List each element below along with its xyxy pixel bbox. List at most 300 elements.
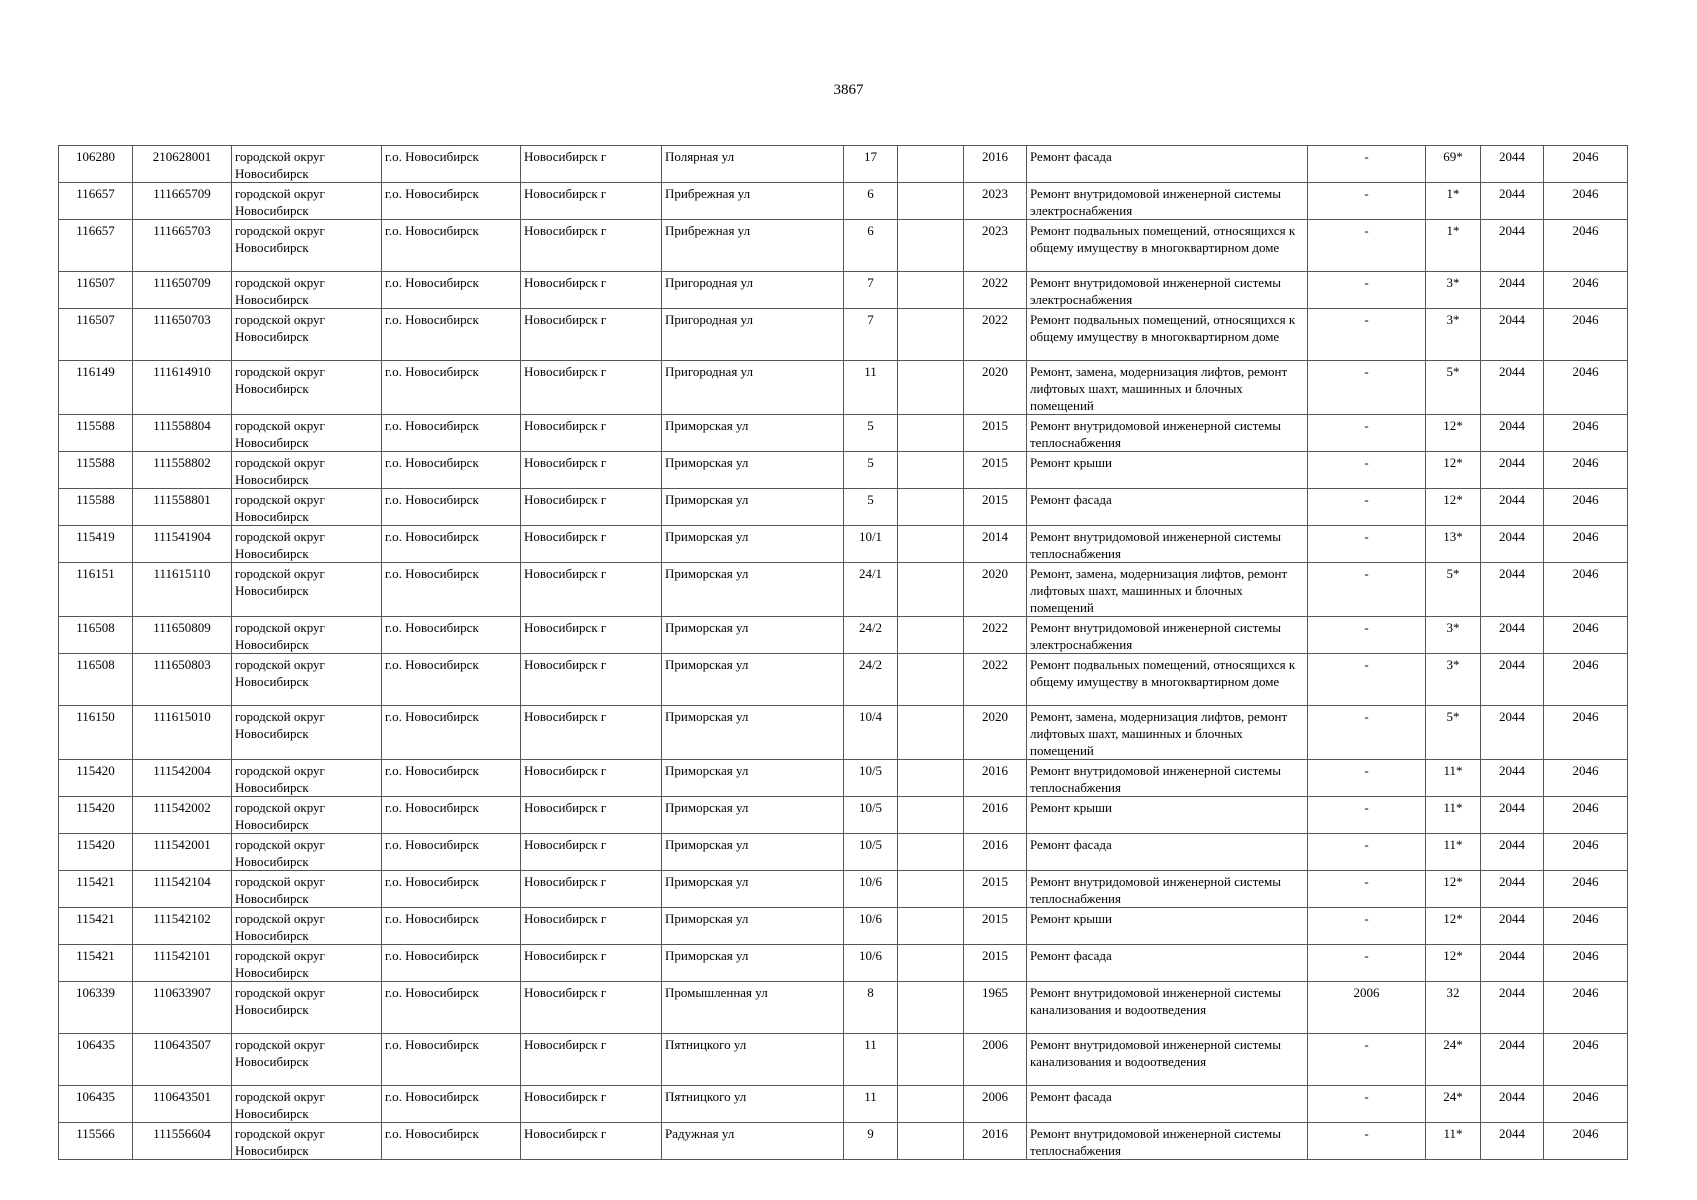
cell-building — [898, 146, 964, 183]
cell-house-number: 10/5 — [844, 797, 898, 834]
cell-street: Приморская ул — [662, 489, 844, 526]
cell-house-id: 116507 — [59, 309, 133, 361]
cell-plan-end-year: 2046 — [1544, 183, 1628, 220]
cell-municipality: городской округ Новосибирск — [232, 797, 382, 834]
cell-locality: Новосибирск г — [521, 272, 662, 309]
cell-house-id: 115419 — [59, 526, 133, 563]
cell-build-year: 2015 — [964, 452, 1027, 489]
cell-municipality: городской округ Новосибирск — [232, 272, 382, 309]
cell-district: г.о. Новосибирск — [382, 982, 521, 1034]
cell-record-id: 111542102 — [133, 908, 232, 945]
cell-wear: 3* — [1426, 272, 1481, 309]
cell-municipality: городской округ Новосибирск — [232, 1034, 382, 1086]
cell-locality: Новосибирск г — [521, 871, 662, 908]
cell-locality: Новосибирск г — [521, 617, 662, 654]
cell-district: г.о. Новосибирск — [382, 272, 521, 309]
cell-district: г.о. Новосибирск — [382, 617, 521, 654]
cell-house-number: 24/2 — [844, 617, 898, 654]
cell-build-year: 2006 — [964, 1034, 1027, 1086]
cell-work-type: Ремонт внутридомовой инженерной системы электроснабжения — [1027, 272, 1308, 309]
cell-work-type: Ремонт фасада — [1027, 945, 1308, 982]
cell-street: Приморская ул — [662, 871, 844, 908]
cell-work-type: Ремонт внутридомовой инженерной системы теплоснабжения — [1027, 760, 1308, 797]
cell-locality: Новосибирск г — [521, 1123, 662, 1160]
table-row — [59, 452, 1628, 489]
cell-plan-end-year: 2046 — [1544, 309, 1628, 361]
cell-district: г.о. Новосибирск — [382, 654, 521, 706]
cell-municipality: городской округ Новосибирск — [232, 706, 382, 760]
cell-house-id: 106280 — [59, 146, 133, 183]
cell-record-id: 111650809 — [133, 617, 232, 654]
cell-wear: 5* — [1426, 563, 1481, 617]
cell-house-number: 10/5 — [844, 834, 898, 871]
cell-plan-end-year: 2046 — [1544, 146, 1628, 183]
cell-wear: 12* — [1426, 945, 1481, 982]
cell-street: Приморская ул — [662, 908, 844, 945]
cell-work-type: Ремонт подвальных помещений, относящихся к общему имуществу в многоквартирном доме — [1027, 309, 1308, 361]
cell-district: г.о. Новосибирск — [382, 706, 521, 760]
table-row — [59, 617, 1628, 654]
cell-work-type: Ремонт, замена, модернизация лифтов, ремонт лифтовых шахт, машинных и блочных помещений — [1027, 706, 1308, 760]
cell-record-id: 111556604 — [133, 1123, 232, 1160]
cell-build-year: 2016 — [964, 834, 1027, 871]
cell-record-id: 111665709 — [133, 183, 232, 220]
cell-build-year: 2023 — [964, 220, 1027, 272]
cell-build-year: 2022 — [964, 617, 1027, 654]
cell-municipality: городской округ Новосибирск — [232, 146, 382, 183]
cell-district: г.о. Новосибирск — [382, 563, 521, 617]
cell-municipality: городской округ Новосибирск — [232, 526, 382, 563]
cell-last-repair-year: - — [1308, 654, 1426, 706]
cell-municipality: городской округ Новосибирск — [232, 183, 382, 220]
table-row — [59, 834, 1628, 871]
cell-work-type: Ремонт крыши — [1027, 452, 1308, 489]
cell-street: Пригородная ул — [662, 272, 844, 309]
cell-record-id: 111542104 — [133, 871, 232, 908]
cell-plan-start-year: 2044 — [1481, 146, 1544, 183]
registry-body — [59, 146, 1628, 1160]
cell-street: Пригородная ул — [662, 361, 844, 415]
cell-record-id: 110633907 — [133, 982, 232, 1034]
cell-district: г.о. Новосибирск — [382, 309, 521, 361]
cell-plan-start-year: 2044 — [1481, 797, 1544, 834]
cell-street: Полярная ул — [662, 146, 844, 183]
cell-building — [898, 1086, 964, 1123]
cell-municipality: городской округ Новосибирск — [232, 309, 382, 361]
cell-wear: 11* — [1426, 834, 1481, 871]
cell-record-id: 111665703 — [133, 220, 232, 272]
cell-plan-end-year: 2046 — [1544, 526, 1628, 563]
cell-record-id: 111542101 — [133, 945, 232, 982]
cell-street: Приморская ул — [662, 945, 844, 982]
cell-district: г.о. Новосибирск — [382, 526, 521, 563]
cell-record-id: 111558801 — [133, 489, 232, 526]
cell-street: Приморская ул — [662, 563, 844, 617]
cell-plan-end-year: 2046 — [1544, 1034, 1628, 1086]
cell-build-year: 2016 — [964, 1123, 1027, 1160]
cell-house-number: 5 — [844, 452, 898, 489]
cell-last-repair-year: - — [1308, 489, 1426, 526]
registry-table — [58, 145, 1628, 1160]
cell-build-year: 2015 — [964, 945, 1027, 982]
cell-plan-end-year: 2046 — [1544, 1123, 1628, 1160]
cell-wear: 24* — [1426, 1034, 1481, 1086]
cell-locality: Новосибирск г — [521, 563, 662, 617]
cell-work-type: Ремонт внутридомовой инженерной системы канализования и водоотведения — [1027, 1034, 1308, 1086]
table-row — [59, 760, 1628, 797]
cell-plan-end-year: 2046 — [1544, 361, 1628, 415]
cell-last-repair-year: - — [1308, 871, 1426, 908]
cell-house-id: 115588 — [59, 452, 133, 489]
cell-house-number: 11 — [844, 1034, 898, 1086]
cell-district: г.о. Новосибирск — [382, 452, 521, 489]
cell-record-id: 111542001 — [133, 834, 232, 871]
cell-last-repair-year: - — [1308, 272, 1426, 309]
cell-build-year: 2016 — [964, 146, 1027, 183]
cell-locality: Новосибирск г — [521, 706, 662, 760]
cell-house-number: 10/1 — [844, 526, 898, 563]
cell-locality: Новосибирск г — [521, 452, 662, 489]
cell-plan-start-year: 2044 — [1481, 220, 1544, 272]
cell-wear: 1* — [1426, 220, 1481, 272]
table-row — [59, 526, 1628, 563]
cell-house-number: 10/6 — [844, 908, 898, 945]
cell-house-id: 116149 — [59, 361, 133, 415]
cell-building — [898, 797, 964, 834]
cell-house-id: 115420 — [59, 834, 133, 871]
cell-plan-end-year: 2046 — [1544, 760, 1628, 797]
cell-plan-start-year: 2044 — [1481, 272, 1544, 309]
table-row — [59, 871, 1628, 908]
cell-street: Пятницкого ул — [662, 1086, 844, 1123]
cell-municipality: городской округ Новосибирск — [232, 563, 382, 617]
cell-building — [898, 220, 964, 272]
cell-house-number: 6 — [844, 183, 898, 220]
cell-build-year: 2006 — [964, 1086, 1027, 1123]
cell-wear: 1* — [1426, 183, 1481, 220]
cell-municipality: городской округ Новосибирск — [232, 361, 382, 415]
cell-street: Приморская ул — [662, 706, 844, 760]
cell-street: Приморская ул — [662, 797, 844, 834]
cell-last-repair-year: - — [1308, 146, 1426, 183]
cell-wear: 69* — [1426, 146, 1481, 183]
table-row — [59, 415, 1628, 452]
cell-last-repair-year: - — [1308, 452, 1426, 489]
cell-plan-end-year: 2046 — [1544, 272, 1628, 309]
cell-building — [898, 1123, 964, 1160]
cell-municipality: городской округ Новосибирск — [232, 654, 382, 706]
cell-plan-end-year: 2046 — [1544, 415, 1628, 452]
cell-last-repair-year: - — [1308, 706, 1426, 760]
cell-work-type: Ремонт внутридомовой инженерной системы электроснабжения — [1027, 617, 1308, 654]
cell-house-id: 116508 — [59, 617, 133, 654]
cell-wear: 12* — [1426, 871, 1481, 908]
cell-municipality: городской округ Новосибирск — [232, 415, 382, 452]
cell-district: г.о. Новосибирск — [382, 1123, 521, 1160]
cell-district: г.о. Новосибирск — [382, 146, 521, 183]
cell-work-type: Ремонт подвальных помещений, относящихся к общему имуществу в многоквартирном доме — [1027, 654, 1308, 706]
cell-street: Приморская ул — [662, 617, 844, 654]
cell-house-id: 106435 — [59, 1086, 133, 1123]
cell-plan-start-year: 2044 — [1481, 654, 1544, 706]
cell-plan-end-year: 2046 — [1544, 871, 1628, 908]
cell-house-id: 106435 — [59, 1034, 133, 1086]
cell-locality: Новосибирск г — [521, 361, 662, 415]
cell-wear: 3* — [1426, 617, 1481, 654]
cell-plan-end-year: 2046 — [1544, 1086, 1628, 1123]
cell-record-id: 111614910 — [133, 361, 232, 415]
cell-building — [898, 1034, 964, 1086]
cell-house-number: 8 — [844, 982, 898, 1034]
cell-house-id: 115420 — [59, 797, 133, 834]
cell-wear: 11* — [1426, 797, 1481, 834]
cell-last-repair-year: - — [1308, 908, 1426, 945]
cell-street: Приморская ул — [662, 654, 844, 706]
cell-municipality: городской округ Новосибирск — [232, 834, 382, 871]
cell-build-year: 1965 — [964, 982, 1027, 1034]
cell-district: г.о. Новосибирск — [382, 1034, 521, 1086]
cell-build-year: 2022 — [964, 309, 1027, 361]
cell-work-type: Ремонт, замена, модернизация лифтов, ремонт лифтовых шахт, машинных и блочных помещений — [1027, 563, 1308, 617]
cell-municipality: городской округ Новосибирск — [232, 760, 382, 797]
cell-last-repair-year: - — [1308, 183, 1426, 220]
table-row — [59, 146, 1628, 183]
cell-building — [898, 871, 964, 908]
cell-work-type: Ремонт подвальных помещений, относящихся к общему имуществу в многоквартирном доме — [1027, 220, 1308, 272]
cell-last-repair-year: - — [1308, 1086, 1426, 1123]
cell-municipality: городской округ Новосибирск — [232, 1086, 382, 1123]
cell-district: г.о. Новосибирск — [382, 1086, 521, 1123]
cell-plan-start-year: 2044 — [1481, 361, 1544, 415]
cell-locality: Новосибирск г — [521, 834, 662, 871]
cell-last-repair-year: - — [1308, 526, 1426, 563]
cell-building — [898, 526, 964, 563]
cell-house-id: 116657 — [59, 183, 133, 220]
cell-plan-start-year: 2044 — [1481, 563, 1544, 617]
cell-build-year: 2015 — [964, 489, 1027, 526]
cell-work-type: Ремонт фасада — [1027, 489, 1308, 526]
cell-municipality: городской округ Новосибирск — [232, 220, 382, 272]
cell-house-number: 10/6 — [844, 871, 898, 908]
table-row — [59, 183, 1628, 220]
cell-last-repair-year: - — [1308, 415, 1426, 452]
cell-wear: 5* — [1426, 361, 1481, 415]
cell-locality: Новосибирск г — [521, 526, 662, 563]
cell-work-type: Ремонт крыши — [1027, 908, 1308, 945]
cell-record-id: 111650703 — [133, 309, 232, 361]
cell-house-number: 5 — [844, 415, 898, 452]
cell-record-id: 111558802 — [133, 452, 232, 489]
table-row — [59, 272, 1628, 309]
cell-building — [898, 489, 964, 526]
cell-municipality: городской округ Новосибирск — [232, 489, 382, 526]
cell-work-type: Ремонт крыши — [1027, 797, 1308, 834]
cell-street: Пригородная ул — [662, 309, 844, 361]
cell-house-number: 7 — [844, 309, 898, 361]
cell-build-year: 2016 — [964, 760, 1027, 797]
cell-plan-start-year: 2044 — [1481, 1034, 1544, 1086]
cell-last-repair-year: - — [1308, 309, 1426, 361]
cell-record-id: 111542002 — [133, 797, 232, 834]
cell-locality: Новосибирск г — [521, 220, 662, 272]
cell-street: Прибрежная ул — [662, 183, 844, 220]
cell-plan-end-year: 2046 — [1544, 452, 1628, 489]
cell-build-year: 2015 — [964, 908, 1027, 945]
cell-house-id: 115420 — [59, 760, 133, 797]
cell-build-year: 2023 — [964, 183, 1027, 220]
cell-record-id: 111650709 — [133, 272, 232, 309]
cell-district: г.о. Новосибирск — [382, 183, 521, 220]
cell-district: г.о. Новосибирск — [382, 489, 521, 526]
cell-street: Приморская ул — [662, 526, 844, 563]
cell-record-id: 111615010 — [133, 706, 232, 760]
cell-house-id: 116151 — [59, 563, 133, 617]
cell-plan-start-year: 2044 — [1481, 1123, 1544, 1160]
page-number: 3867 — [833, 82, 864, 98]
table-row — [59, 908, 1628, 945]
cell-wear: 12* — [1426, 415, 1481, 452]
cell-building — [898, 361, 964, 415]
cell-building — [898, 908, 964, 945]
cell-house-id: 115421 — [59, 871, 133, 908]
cell-locality: Новосибирск г — [521, 309, 662, 361]
cell-house-id: 116657 — [59, 220, 133, 272]
cell-municipality: городской округ Новосибирск — [232, 1123, 382, 1160]
table-row — [59, 1086, 1628, 1123]
cell-locality: Новосибирск г — [521, 1034, 662, 1086]
cell-record-id: 111650803 — [133, 654, 232, 706]
cell-last-repair-year: - — [1308, 361, 1426, 415]
cell-plan-start-year: 2044 — [1481, 982, 1544, 1034]
cell-plan-start-year: 2044 — [1481, 760, 1544, 797]
cell-locality: Новосибирск г — [521, 654, 662, 706]
cell-plan-start-year: 2044 — [1481, 452, 1544, 489]
cell-district: г.о. Новосибирск — [382, 945, 521, 982]
cell-building — [898, 563, 964, 617]
cell-building — [898, 617, 964, 654]
cell-house-number: 6 — [844, 220, 898, 272]
cell-last-repair-year: - — [1308, 1034, 1426, 1086]
cell-street: Прибрежная ул — [662, 220, 844, 272]
table-row — [59, 309, 1628, 361]
cell-work-type: Ремонт, замена, модернизация лифтов, ремонт лифтовых шахт, машинных и блочных помещений — [1027, 361, 1308, 415]
cell-record-id: 111541904 — [133, 526, 232, 563]
cell-building — [898, 654, 964, 706]
cell-house-number: 10/4 — [844, 706, 898, 760]
cell-building — [898, 415, 964, 452]
cell-plan-end-year: 2046 — [1544, 834, 1628, 871]
cell-building — [898, 834, 964, 871]
cell-wear: 24* — [1426, 1086, 1481, 1123]
cell-build-year: 2015 — [964, 415, 1027, 452]
cell-house-id: 116150 — [59, 706, 133, 760]
cell-municipality: городской округ Новосибирск — [232, 908, 382, 945]
cell-build-year: 2015 — [964, 871, 1027, 908]
cell-building — [898, 706, 964, 760]
cell-locality: Новосибирск г — [521, 760, 662, 797]
cell-plan-start-year: 2044 — [1481, 617, 1544, 654]
cell-house-number: 10/5 — [844, 760, 898, 797]
cell-work-type: Ремонт внутридомовой инженерной системы теплоснабжения — [1027, 1123, 1308, 1160]
cell-work-type: Ремонт внутридомовой инженерной системы теплоснабжения — [1027, 415, 1308, 452]
table-row — [59, 982, 1628, 1034]
cell-plan-end-year: 2046 — [1544, 654, 1628, 706]
cell-street: Приморская ул — [662, 415, 844, 452]
cell-house-number: 11 — [844, 1086, 898, 1123]
cell-wear: 12* — [1426, 489, 1481, 526]
cell-municipality: городской округ Новосибирск — [232, 871, 382, 908]
cell-wear: 3* — [1426, 309, 1481, 361]
cell-plan-start-year: 2044 — [1481, 945, 1544, 982]
cell-house-id: 115421 — [59, 945, 133, 982]
cell-work-type: Ремонт фасада — [1027, 834, 1308, 871]
cell-work-type: Ремонт внутридомовой инженерной системы канализования и водоотведения — [1027, 982, 1308, 1034]
cell-last-repair-year: 2006 — [1308, 982, 1426, 1034]
table-row — [59, 220, 1628, 272]
cell-build-year: 2022 — [964, 272, 1027, 309]
cell-plan-start-year: 2044 — [1481, 706, 1544, 760]
cell-wear: 11* — [1426, 1123, 1481, 1160]
cell-house-id: 115588 — [59, 415, 133, 452]
cell-district: г.о. Новосибирск — [382, 871, 521, 908]
cell-last-repair-year: - — [1308, 834, 1426, 871]
cell-wear: 12* — [1426, 452, 1481, 489]
cell-work-type: Ремонт внутридомовой инженерной системы теплоснабжения — [1027, 526, 1308, 563]
cell-wear: 32 — [1426, 982, 1481, 1034]
cell-building — [898, 452, 964, 489]
cell-plan-start-year: 2044 — [1481, 834, 1544, 871]
cell-plan-start-year: 2044 — [1481, 908, 1544, 945]
cell-district: г.о. Новосибирск — [382, 908, 521, 945]
cell-plan-end-year: 2046 — [1544, 945, 1628, 982]
cell-wear: 13* — [1426, 526, 1481, 563]
cell-locality: Новосибирск г — [521, 982, 662, 1034]
cell-building — [898, 945, 964, 982]
cell-plan-end-year: 2046 — [1544, 706, 1628, 760]
cell-work-type: Ремонт внутридомовой инженерной системы теплоснабжения — [1027, 871, 1308, 908]
cell-municipality: городской округ Новосибирск — [232, 982, 382, 1034]
table-row — [59, 706, 1628, 760]
cell-record-id: 111558804 — [133, 415, 232, 452]
cell-house-number: 7 — [844, 272, 898, 309]
cell-locality: Новосибирск г — [521, 489, 662, 526]
cell-house-number: 5 — [844, 489, 898, 526]
cell-locality: Новосибирск г — [521, 415, 662, 452]
cell-build-year: 2014 — [964, 526, 1027, 563]
cell-locality: Новосибирск г — [521, 908, 662, 945]
cell-last-repair-year: - — [1308, 1123, 1426, 1160]
cell-plan-end-year: 2046 — [1544, 617, 1628, 654]
cell-house-number: 11 — [844, 361, 898, 415]
cell-district: г.о. Новосибирск — [382, 220, 521, 272]
cell-build-year: 2016 — [964, 797, 1027, 834]
cell-plan-start-year: 2044 — [1481, 871, 1544, 908]
cell-work-type: Ремонт фасада — [1027, 146, 1308, 183]
cell-street: Приморская ул — [662, 760, 844, 797]
cell-building — [898, 183, 964, 220]
cell-house-number: 24/2 — [844, 654, 898, 706]
cell-plan-start-year: 2044 — [1481, 489, 1544, 526]
cell-house-number: 17 — [844, 146, 898, 183]
cell-street: Приморская ул — [662, 452, 844, 489]
cell-house-number: 10/6 — [844, 945, 898, 982]
cell-wear: 12* — [1426, 908, 1481, 945]
cell-locality: Новосибирск г — [521, 146, 662, 183]
table-row — [59, 489, 1628, 526]
cell-last-repair-year: - — [1308, 220, 1426, 272]
table-row — [59, 563, 1628, 617]
cell-house-id: 115588 — [59, 489, 133, 526]
